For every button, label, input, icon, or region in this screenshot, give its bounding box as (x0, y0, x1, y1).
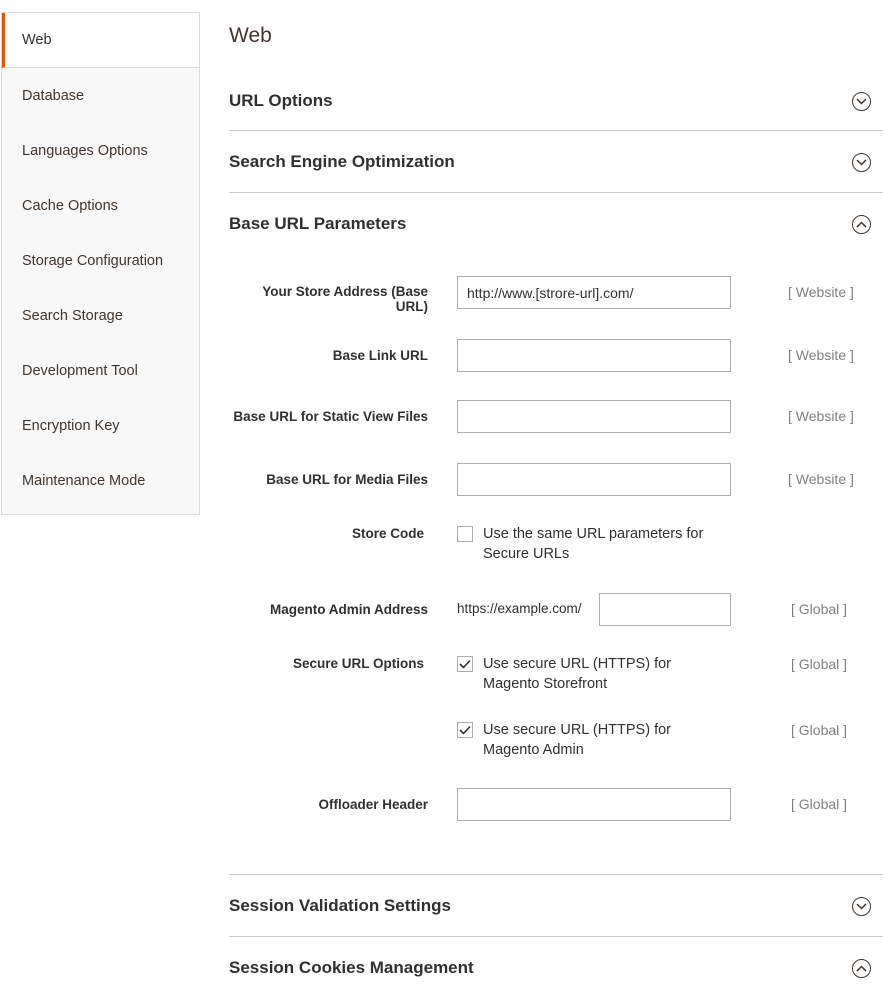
section-title: URL Options (229, 91, 333, 110)
store-code-checkbox[interactable] (457, 526, 473, 542)
admin-address-input[interactable] (599, 593, 731, 626)
scope-label: [ Global ] (791, 722, 848, 738)
checkmark-icon (459, 659, 471, 669)
secure-admin-checkbox[interactable] (457, 722, 473, 738)
scope-label: [ Global ] (791, 601, 848, 617)
admin-address-prefix: https://example.com/ (457, 601, 582, 616)
checkbox-text-line: Magento Admin (483, 742, 584, 758)
scope-label: [ Website ] (788, 471, 854, 487)
scope-label: [ Website ] (788, 408, 854, 424)
store-code-label: Store Code (351, 526, 424, 541)
section-url-options[interactable] (229, 70, 883, 132)
chevron-up-circle-icon[interactable] (852, 215, 871, 234)
scope-label: [ Global ] (791, 796, 848, 812)
config-sidebar (1, 12, 200, 515)
secure-storefront-checkbox[interactable] (457, 656, 473, 672)
checkbox-text-line: Use secure URL (HTTPS) for (483, 722, 671, 738)
sidebar-item-development-tool[interactable] (2, 343, 199, 398)
sidebar-item-label: Web (22, 32, 52, 48)
sidebar-item-languages-options[interactable] (2, 123, 199, 178)
sidebar-item-label: Database (22, 87, 85, 104)
sidebar-item-label: Maintenance Mode (22, 472, 146, 489)
section-session-cookies-management[interactable] (229, 937, 883, 999)
sidebar-item-label: Search Storage (22, 307, 123, 324)
static-view-files-label: Base URL for Static View Files (233, 409, 428, 424)
secure-url-options-label: Secure URL Options (292, 656, 424, 671)
chevron-down-circle-icon[interactable] (852, 153, 871, 172)
sidebar-item-label: Languages Options (22, 142, 148, 159)
checkbox-text-line: Magento Storefront (483, 676, 608, 692)
checkbox-text-line: Secure URLs (483, 546, 570, 562)
section-title: Session Cookies Management (229, 958, 474, 977)
secure-storefront-checkbox-text (483, 654, 671, 694)
chevron-up-circle-icon[interactable] (852, 959, 871, 978)
chevron-down-circle-icon[interactable] (852, 897, 871, 916)
section-title: Session Validation Settings (229, 896, 451, 915)
section-title: Search Engine Optimization (229, 152, 455, 171)
section-session-validation-settings[interactable] (229, 875, 883, 937)
store-code-checkbox-text (483, 524, 703, 564)
media-files-label: Base URL for Media Files (266, 472, 428, 487)
sidebar-item-web[interactable] (2, 13, 199, 68)
sidebar-item-encryption-key[interactable] (2, 398, 199, 453)
section-title: Base URL Parameters (229, 214, 407, 233)
sidebar-item-maintenance-mode[interactable] (2, 453, 199, 508)
sidebar-item-label: Cache Options (22, 197, 118, 214)
scope-label: [ Website ] (788, 347, 854, 363)
checkbox-text-line: Use the same URL parameters for (483, 526, 704, 542)
sidebar-item-storage-configuration[interactable] (2, 233, 199, 288)
page-title: Web (229, 24, 272, 47)
scope-label: [ Website ] (788, 284, 854, 300)
checkbox-text-line: Use secure URL (HTTPS) for (483, 656, 671, 672)
scope-label: [ Global ] (791, 656, 848, 672)
secure-admin-checkbox-text (483, 720, 671, 760)
store-address-input[interactable] (457, 276, 731, 309)
chevron-down-circle-icon[interactable] (852, 92, 871, 111)
offloader-header-label: Offloader Header (318, 797, 428, 812)
media-files-input[interactable] (457, 463, 731, 496)
offloader-header-input[interactable] (457, 788, 731, 821)
section-base-url-parameters[interactable] (229, 193, 883, 255)
sidebar-item-label: Encryption Key (22, 417, 120, 434)
static-view-files-input[interactable] (457, 400, 731, 433)
sidebar-item-cache-options[interactable] (2, 178, 199, 233)
section-search-engine-optimization[interactable] (229, 131, 883, 193)
sidebar-item-search-storage[interactable] (2, 288, 199, 343)
sidebar-item-label: Storage Configuration (22, 252, 164, 269)
sidebar-item-label: Development Tool (22, 362, 138, 379)
store-address-label: Your Store Address (Base URL) (262, 284, 428, 314)
sidebar-item-database[interactable] (2, 68, 199, 123)
base-link-url-label: Base Link URL (332, 348, 428, 363)
checkmark-icon (459, 725, 471, 735)
base-link-url-input[interactable] (457, 339, 731, 372)
admin-address-label: Magento Admin Address (269, 602, 428, 617)
